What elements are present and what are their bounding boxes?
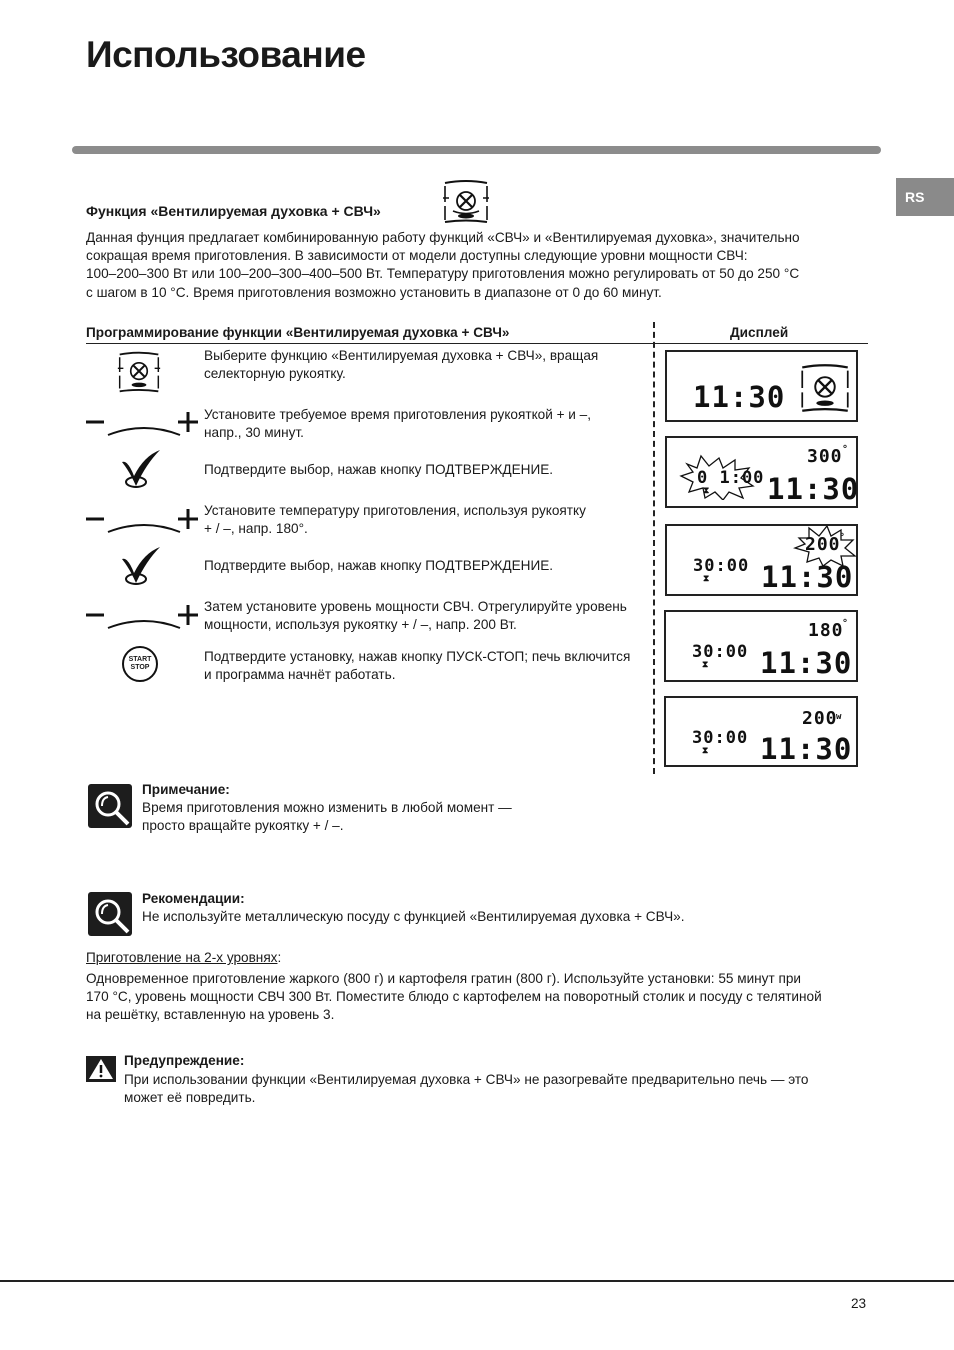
intro-line: сокращая время приготовления. В зависимости от модели доступны следующие уровни мощности СВЧ: — [86, 248, 748, 264]
display-timer: 0 1:00 — [697, 468, 765, 488]
step-line: мощности, используя рукоятку + / –, напр. 200 Вт. — [204, 617, 517, 633]
note-line: просто вращайте рукоятку + / –. — [142, 818, 344, 834]
display-value: 200 — [802, 708, 838, 729]
note-title: Примечание: — [142, 782, 230, 797]
warning-line: может её повредить. — [124, 1090, 256, 1106]
plus-minus-knob-icon — [84, 598, 202, 638]
step-line: Выберите функцию «Вентилируемая духовка + СВЧ», вращая — [204, 348, 599, 363]
fan-microwave-icon — [797, 362, 853, 414]
step-6-text — [204, 598, 650, 634]
warning-text — [124, 1071, 868, 1107]
hourglass-icon: ⧗ — [703, 486, 711, 496]
step-4-text — [204, 502, 650, 538]
display-unit: ° — [842, 444, 850, 455]
step-line: селекторную рукоятку. — [204, 366, 346, 382]
title-divider — [72, 146, 881, 154]
plus-minus-knob-icon — [84, 502, 202, 542]
step-line: Затем установите уровень мощности СВЧ. Отрегулируйте уровень — [204, 599, 627, 614]
intro-paragraph — [86, 229, 876, 302]
table-column-divider — [653, 322, 655, 774]
fan-microwave-icon — [441, 178, 491, 224]
step-2-text — [204, 406, 650, 442]
start-label: START — [128, 656, 152, 663]
hourglass-icon: ⧗ — [702, 746, 710, 756]
display-4 — [664, 610, 858, 682]
step-line: Установите требуемое время приготовления рукояткой + и –, — [204, 407, 592, 422]
language-tab: RS — [896, 178, 954, 216]
magnifier-recommend-icon — [88, 892, 132, 936]
display-clock: 11:30 — [767, 472, 860, 506]
display-3 — [665, 524, 858, 596]
start-stop-button-icon — [122, 646, 158, 682]
step-7-text — [204, 648, 650, 684]
page-title: Использование — [86, 34, 366, 75]
section-heading: Функция «Вентилируемая духовка + СВЧ» — [86, 203, 381, 219]
two-levels-line: Одновременное приготовление жаркого (800 г) и картофеля гратин (800 г). Используйте установки: 55 минут при — [86, 971, 801, 986]
display-unit: w — [836, 712, 843, 722]
intro-line: Данная фунция предлагает комбинированную работу функций «СВЧ» и «Вентилируемая духовка», значительно — [86, 230, 800, 245]
note-text — [142, 799, 512, 835]
step-line: Установите температуру приготовления, используя рукоятку — [204, 503, 586, 518]
two-levels-colon: : — [277, 950, 282, 965]
display-value: 180 — [808, 620, 844, 641]
display-value: 300 — [807, 446, 843, 467]
display-clock: 11:30 — [693, 380, 786, 414]
step-line: + / –, напр. 180°. — [204, 521, 308, 537]
display-value: 200 — [805, 534, 841, 555]
display-clock: 11:30 — [761, 560, 854, 594]
step-line: Подтвердите установку, нажав кнопку ПУСК-СТОП; печь включится — [204, 649, 631, 664]
step-1-text — [204, 347, 650, 383]
plus-minus-knob-icon — [84, 405, 202, 445]
display-2 — [665, 436, 858, 508]
warning-title: Предупреждение: — [124, 1053, 245, 1068]
display-timer: 30:00 — [692, 642, 749, 662]
warning-line: При использовании функции «Вентилируемая духовка + СВЧ» не разогревайте предварительно печь — это — [124, 1072, 809, 1087]
column-header-program: Программирование функции «Вентилируемая духовка + СВЧ» — [86, 325, 510, 340]
step-3-text — [204, 461, 650, 479]
display-timer: 30:00 — [693, 556, 750, 576]
two-levels-line: 170 °C, уровень мощности СВЧ 300 Вт. Поместите блюдо с картофелем на поворотный столик и посуду с телятиной — [86, 989, 822, 1005]
step-5-text — [204, 557, 650, 575]
display-clock: 11:30 — [760, 646, 853, 680]
recommend-title: Рекомендации: — [142, 891, 245, 906]
hourglass-icon: ⧗ — [702, 660, 710, 670]
footer-rule — [0, 1280, 954, 1282]
intro-line: с шагом в 10 °C. Время приготовления возможно установить в диапазоне от 0 до 60 минут. — [86, 284, 662, 300]
display-5 — [664, 696, 858, 767]
table-header-rule — [86, 343, 868, 344]
display-clock: 11:30 — [760, 732, 853, 766]
step-line: Подтвердите выбор, нажав кнопку ПОДТВЕРЖДЕНИЕ. — [204, 462, 554, 477]
display-1 — [665, 350, 858, 422]
confirm-check-icon — [118, 545, 164, 587]
magnifier-note-icon — [88, 784, 132, 828]
display-timer: 30:00 — [692, 728, 749, 748]
step-line: Подтвердите выбор, нажав кнопку ПОДТВЕРЖДЕНИЕ. — [204, 558, 554, 573]
two-levels-heading — [86, 949, 281, 967]
step-line: напр., 30 минут. — [204, 425, 304, 441]
page-number: 23 — [851, 1296, 867, 1311]
two-levels-title: Приготовление на 2-х уровнях — [86, 950, 278, 965]
hourglass-icon: ⧗ — [703, 574, 711, 584]
recommend-text: Не используйте металлическую посуду с функцией «Вентилируемая духовка + СВЧ». — [142, 909, 685, 924]
warning-icon — [86, 1056, 116, 1082]
confirm-check-icon — [118, 448, 164, 490]
two-levels-text — [86, 970, 868, 1025]
stop-label: STOP — [130, 664, 150, 671]
step-line: и программа начнёт работать. — [204, 667, 396, 683]
display-unit: ° — [839, 532, 847, 543]
two-levels-line: на решётку, вставленную на уровень 3. — [86, 1007, 335, 1023]
column-header-display: Дисплей — [730, 325, 789, 340]
fan-microwave-icon — [116, 348, 162, 396]
display-unit: ° — [842, 618, 850, 629]
intro-line: 100–200–300 Вт или 100–200–300–400–500 Вт. Температуру приготовления можно регулировать от 50 до 250 °C — [86, 266, 800, 282]
note-line: Время приготовления можно изменить в любой момент — — [142, 800, 512, 815]
